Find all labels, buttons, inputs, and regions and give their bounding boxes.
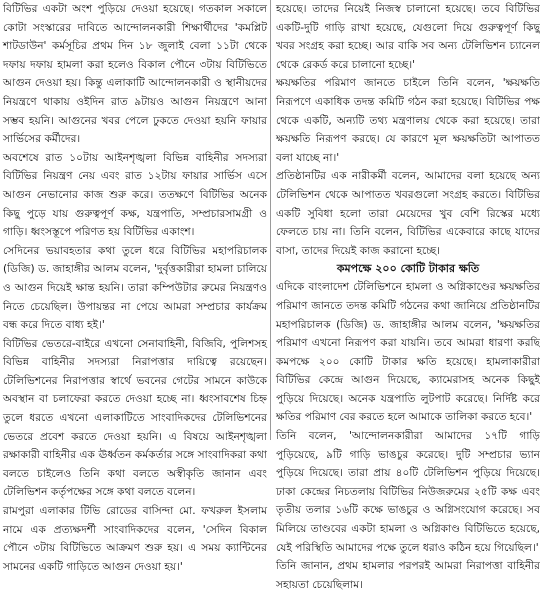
right-column <box>276 0 540 591</box>
paragraph: হয়েছে। তাদের নিয়েই নিজস্ব চালানো হয়েছে। তবে বিটিভির একটি-দুটি গাড়ি রাখা হয়েছে, যেগুলো দিয়ে গুরুত্বপূর্ণ কিছু খবর সংগ্রহ করা হচ্ছে। আর বাকি সব অন্য টেলিভিশন চ্যানেল থেকে রেকর্ড করে চালানো হচ্ছে।' <box>276 3 540 71</box>
paragraph: সেদিনের ভয়াবহতার কথা তুলে ধরে বিটিভির মহাপরিচালক (ডিজি) ড. জাহাঙ্গীর আলম বলেন, 'দুর্বৃত্তকারীরা হামলা চালিয়ে ও আগুন দিয়েই ক্ষান্ত হয়নি। তারা কম্পিউটার রুমের নিয়ন্ত্রণও নিতে চেয়েছিল। উপায়ন্তর না পেয়ে আমরা সম্প্রচার কার্যক্রম বন্ধ করে দিতে বাধ্য হই।' <box>3 244 267 332</box>
paragraph: রামপুরা এলাকার টিভি রোডের বাসিন্দা মো. ফখরুল ইসলাম নামে এক প্রত্যক্ষদর্শী সাংবাদিকদের বলেন, 'সেদিন বিকাল পৌনে ৩টায় বিটিভিতে আক্রমণ শুরু হয়। এ সময় ক্যান্টিনের সামনের একটি গাড়িতে আগুন দেওয়া হয়।' <box>3 505 267 573</box>
paragraph: ক্ষয়ক্ষতির পরিমাণ জানতে চাইলে তিনি বলেন, 'ক্ষয়ক্ষতি নিরূপণে একাধিক তদন্ত কমিটি গঠন করা হয়েছে। বিটিভির পক্ষ থেকে একটি, অন্যটি তথ্য মন্ত্রণালয় থেকে করা হয়েছে। তারা ক্ষয়ক্ষতি নিরূপণ করছে। যে কারণে মূল ক্ষয়ক্ষতিটা আপাতত বলা যাচ্ছে না।' <box>276 77 540 164</box>
column-divider <box>270 0 271 440</box>
paragraph: তিনি বলেন, 'আন্দোলনকারীরা আমাদের ১৭টি গাড়ি পুড়িয়েছে, ৯টি গাড়ি ভাঙচুর করেছে। দুটি সম্প্রচার ভ্যান পুড়িয়ে দিয়েছে। তারা প্রায় ৪০টি টেলিভিশন পুড়িয়ে দিয়েছে। ঢাকা কেন্দ্রের নিচতলায় বিটিভির নিউজরুমের ২৫টি কক্ষ এবং তৃতীয় তলার ১৬টি কক্ষে ভাঙচুর ও অগ্নিসংযোগ করেছে। সব মিলিয়ে তাণ্ডবের একটা হামলা ও অগ্নিকাণ্ড বিটিভিতে হয়েছে, যেই পরিস্থিতি আমাদের পক্ষে তুলে ধরাও কঠিন হয়ে গিয়েছিল।' <box>276 430 540 554</box>
paragraph: প্রতিষ্ঠানটির এক নারীকর্মী বলেন, আমাদের বলা হয়েছে অন্য টেলিভিশন থেকে আপাতত খবরগুলো সংগ্রহ করতে। বিটিভির একটি সুবিধা হলো তারা মেয়েদের খুব বেশি রিস্কের মধ্যে ফেলতে চায় না। তিনি বলেন, বিটিভির একেবারে কাছে যাদের বাসা, তাদের দিয়েই কাজ করানো হচ্ছে। <box>276 170 540 257</box>
section-subheading: কমপক্ষে ২০০ কোটি টাকার ক্ষতি <box>336 262 480 276</box>
paragraph: অবশেষে রাত ১০টায় আইনশৃঙ্খলা বিভিন্ন বাহিনীর সদস্যরা বিটিভির নিয়ন্ত্রণ নেয় এবং রাত ১২টায় ফায়ার সার্ভিস এসে আগুন নেভানোর কাজ শুরু করে। ততক্ষণে বিটিভির অনেক কিছু পুড়ে যায় গুরুত্বপূর্ণ কক্ষ, যন্ত্রপাতি, সম্প্রচারসামগ্রী ও গাড়ি। ধ্বংসস্তূপে পরিণত হয় বিটিভির একাংশ। <box>3 151 267 239</box>
left-column <box>3 0 267 573</box>
paragraph: বিটিভির একটা অংশ পুড়িয়ে দেওয়া হয়েছে। গতকাল সকালে কোটা সংস্কারের দাবিতে আন্দোলনকারী শিক্ষার্থীদের 'কমপ্লিট শাটডাউন' কর্মসূচির প্রথম দিন ১৮ জুলাই বেলা ১১টা থেকে দফায় দফায় হামলা করা হলেও বিকাল পৌনে ৩টায় বিটিভিতে আগুন দেওয়া হয়। কিন্তু এলাকাটি আন্দোলনকারী ও স্থানীয়দের নিয়ন্ত্রণে থাকায় ওইদিন রাত ৯টায়ও আগুন নিয়ন্ত্রণে আনা সম্ভব হয়নি। আগুনের খবর পেলে ঢুকতে দেওয়া হয়নি ফায়ার সার্ভিসের কর্মীদের। <box>3 3 267 146</box>
paragraph: এদিকে বাংলাদেশ টেলিভিশনে হামলা ও অগ্নিকাণ্ডের ক্ষয়ক্ষতির পরিমাণ জানতে তদন্ত কমিটি গঠনের কথা জানিয়ে প্রতিষ্ঠানটির মহাপরিচালক (ডিজি) ড. জাহাঙ্গীর আলম বলেন, 'ক্ষয়ক্ষতির পরিমাণ এখনো নিরূপণ করা যায়নি। তবে আমরা ধারণা করছি কমপক্ষে ২০০ কোটি টাকার ক্ষতি হয়েছে। হামলাকারীরা বিটিভির কেন্দ্রে আগুন দিয়েছে, ক্যামেরাসহ অনেক কিছুই পুড়িয়ে দিয়েছে। অনেক যন্ত্রপাতি লুটপাট করেছে। নির্দিষ্ট করে ক্ষতির পরিমাণ বের করতে হলে আমাকে তালিকা করতে হবে।' <box>276 281 540 424</box>
paragraph: তিনি জানান, প্রথম হামলার পরপরই আমরা নিরাপত্তা বাহিনীর সহায়তা চেয়েছিলাম। <box>276 560 540 591</box>
paragraph: বিটিভির ভেতরে-বাইরে এখনো সেনাবাহিনী, বিজিবি, পুলিশসহ বিভিন্ন বাহিনীর সদস্যরা নিরাপত্তার দায়িত্বে রয়েছেন। টেলিভিশনের নিরাপত্তার স্বার্থে ভবনের গেটের সামনে কাউকে অবস্থান বা চলাফেরা করতে দেওয়া হচ্ছে না। ধ্বংসাবশেষ চিহ্ন তুলে ধরতে এখনো এলাকাটিতে সাংবাদিকদের টেলিভিশনের ভেতরে প্রবেশ করতে দেওয়া হয়নি। এ বিষয়ে আইনশৃঙ্খলা রক্ষাকারী বাহিনীর এক ঊর্ধ্বতন কর্মকর্তার সঙ্গে সাংবাদিকরা কথা বলতে চাইলেও তিনি কথা বলতে অস্বীকৃতি জানান এবং টেলিভিশন কর্তৃপক্ষের সঙ্গে কথা বলতে বলেন। <box>3 337 267 499</box>
